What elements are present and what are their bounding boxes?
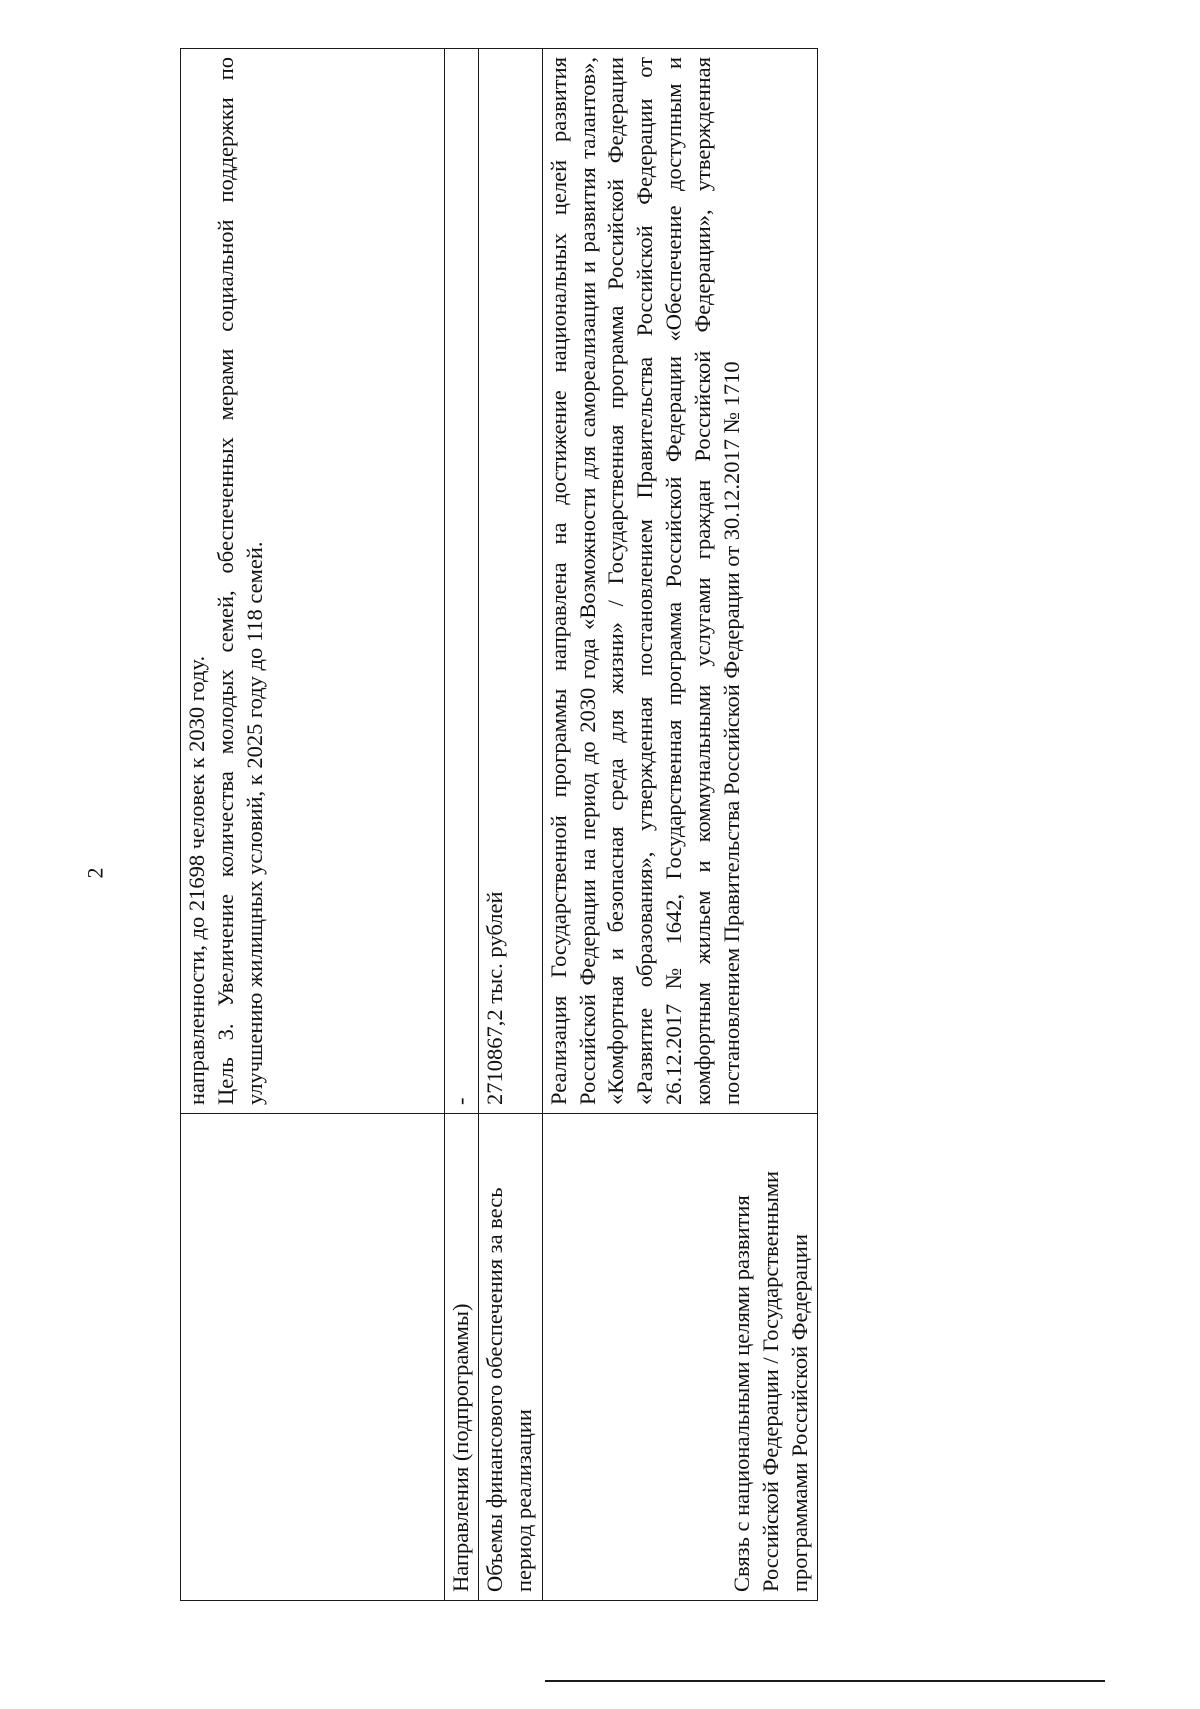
table-row [542,49,817,1601]
rotated-table-container [180,57,815,1601]
table-cell-label: Объемы финансового обеспечения за весь период реализации [478,1114,542,1601]
passport-table [180,48,818,1601]
table-cell-value: - [445,49,479,1114]
goal-continuation-text: направленности, до 21698 человек к 2030 году. [184,655,209,1105]
table-cell-value: 2710867,2 тыс. рублей [478,49,542,1114]
table-row [445,49,479,1601]
page-number: 2 [82,867,108,879]
table-cell-value [181,49,445,1114]
table-cell-label: Связь с национальными целями развития Российской Федерации / Государственными программами Российской Федерации [542,1114,817,1601]
table-cell-label: Направления (подпрограммы) [445,1114,479,1601]
table-cell-label [181,1114,445,1601]
table-row [181,49,445,1601]
footer-divider [545,1680,1105,1682]
table-row [478,49,542,1601]
goal-3-text: Цель 3. Увеличение количества молодых семей, обеспеченных мерами социальной поддержки по улучшению жилищных условий, к 2025 году до 118 семей. [212,57,267,1105]
table-cell-value: Реализация Государственной программы направлена на достижение национальных целей развития Российской Федерации на период до 2030 года «Возможности для самореализации и развития талантов», «Комфортная и безопасная среда для жизни» / Государственная программа Российской Федерации «Развитие образования», утвержденная постановлением Правительства Российской Федерации от 26.12.2017 № 1642, Государственная программа Российской Федерации «Обеспечение доступным и комфортным жильем и коммунальными услугами граждан Российской Федерации», утвержденная постановлением Правительства Российской Федерации от 30.12.2017 № 1710 [542,49,817,1114]
